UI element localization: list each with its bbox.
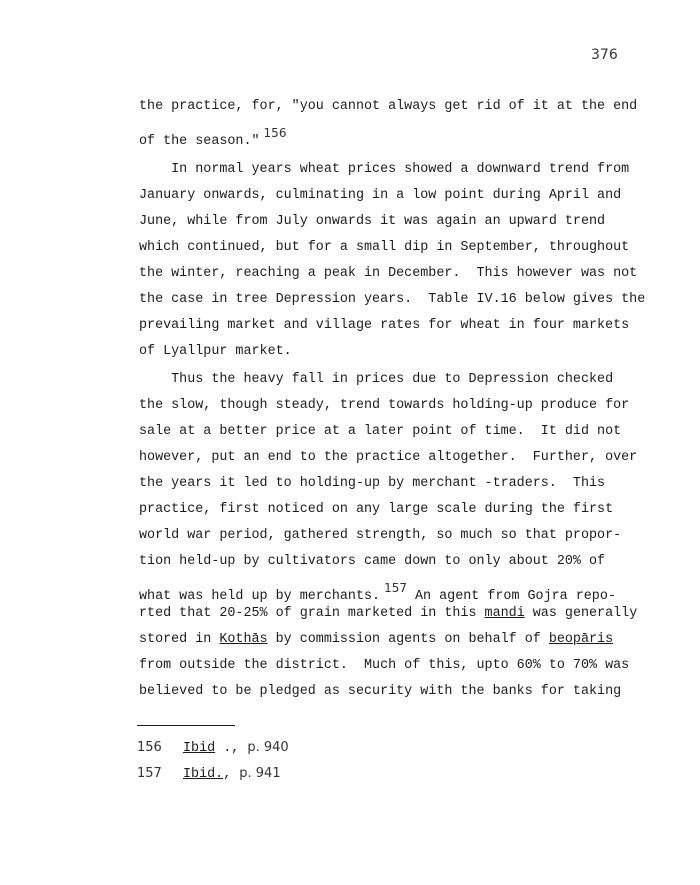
text-line: the winter, reaching a peak in December. This however was not bbox=[139, 266, 638, 281]
text-line: January onwards, culminating in a low point during April and bbox=[139, 188, 622, 203]
text-line: believed to be pledged as security with the banks for taking bbox=[139, 684, 622, 699]
text-line: the slow, though steady, trend towards holding-up produce for bbox=[139, 398, 630, 413]
text-line: which continued, but for a small dip in September, throughout bbox=[139, 240, 630, 255]
footnote-ref-157: 157 bbox=[384, 581, 407, 595]
text-line: world war period, gathered strength, so much so that propor- bbox=[139, 528, 622, 543]
page-number: 376 bbox=[591, 47, 618, 63]
text-line: of Lyallpur market. bbox=[139, 344, 292, 359]
text-line: from outside the district. Much of this, upto 60% to 70% was bbox=[139, 658, 630, 673]
text-line: the years it led to holding-up by merchant -traders. This bbox=[139, 476, 606, 491]
text-line: of the season."156 bbox=[139, 126, 287, 149]
text-line: Thus the heavy fall in prices due to Depression checked bbox=[139, 372, 614, 387]
text-line: prevailing market and village rates for wheat in four markets bbox=[139, 318, 630, 333]
text-line: however, put an end to the practice altogether. Further, over bbox=[139, 450, 638, 465]
term-mandi: mandi bbox=[484, 606, 525, 621]
term-beoparis: beopāris bbox=[548, 632, 614, 647]
text-line: June, while from July onwards it was again an upward trend bbox=[139, 214, 606, 229]
text-line: the practice, for, "you cannot always get rid of it at the end bbox=[139, 99, 638, 114]
text-line: what was held up by merchants.157 An agent from Gojra repo- bbox=[139, 581, 616, 604]
footnote-157: 157 Ibid., p. 941 bbox=[137, 766, 281, 782]
text-line: tion held-up by cultivators came down to only about 20% of bbox=[139, 554, 606, 569]
footnote-divider bbox=[137, 725, 235, 726]
footnote-ref-156: 156 bbox=[263, 126, 287, 140]
term-kothas: Kothās bbox=[219, 632, 268, 647]
text-line: stored in Kothās by commission agents on behalf of beopāris bbox=[139, 632, 614, 647]
text-line: practice, first noticed on any large scale during the first bbox=[139, 502, 614, 517]
text-line: the case in tree Depression years. Table IV.16 below gives the bbox=[139, 292, 646, 307]
text-line: rted that 20-25% of grain marketed in this mandi was generally bbox=[139, 606, 638, 621]
text-line: In normal years wheat prices showed a downward trend from bbox=[139, 162, 630, 177]
text-line: sale at a better price at a later point of time. It did not bbox=[139, 424, 622, 439]
footnote-156: 156 Ibid ., p. 940 bbox=[137, 740, 289, 756]
